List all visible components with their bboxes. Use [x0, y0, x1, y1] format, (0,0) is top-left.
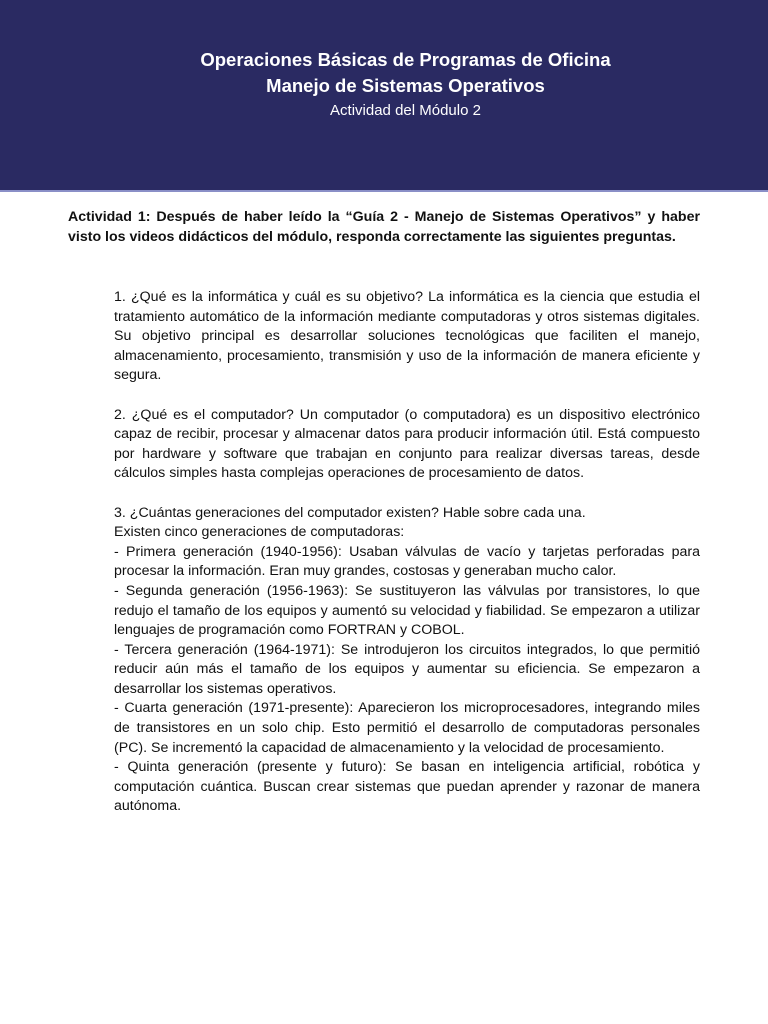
answers-section	[114, 288, 700, 817]
generation-item: - Quinta generación (presente y futuro): Se basan en inteligencia artificial, robótica y computación cuántica. Buscan crear sistemas que puedan aprender y razonar de manera autónoma.	[114, 759, 700, 815]
course-title: Operaciones Básicas de Programas de Oficina	[200, 49, 611, 70]
generation-item: - Primera generación (1940-1956): Usaban válvulas de vacío y tarjetas perforadas para procesar la información. Eran muy grandes, costosas y generaban mucho calor.	[114, 543, 700, 580]
answer-q2: 2. ¿Qué es el computador? Un computador (o computadora) es un dispositivo electrónico capaz de recibir, procesar y almacenar datos para producir información útil. Está compuesto por hardware y software que trabajan en conjunto para realizar diversas tareas, desde cálculos simples hasta complejas operaciones de procesamiento de datos.	[114, 406, 700, 482]
generation-item: - Tercera generación (1964-1971): Se introdujeron los circuitos integrados, lo que permitió reducir aún más el tamaño de los equipos y aumentar su eficiencia. Se empezaron a desarrollar los sistemas operativos.	[114, 641, 700, 697]
generation-item: - Cuarta generación (1971-presente): Aparecieron los microprocesadores, integrando miles de transistores en un solo chip. Esto permitió el desarrollo de computadoras personales (PC). Se incrementó la capacidad de almacenamiento y la velocidad de procesamiento.	[114, 700, 700, 756]
course-subtitle: Manejo de Sistemas Operativos	[266, 75, 545, 96]
question-q3: 3. ¿Cuántas generaciones del computador existen? Hable sobre cada una.	[114, 504, 586, 521]
answer-q3-intro: Existen cinco generaciones de computadoras:	[114, 524, 405, 541]
answer-q1: 1. ¿Qué es la informática y cuál es su objetivo? La informática es la ciencia que estudia el tratamiento automático de la información mediante computadoras y otros sistemas digitales. Su objetivo principal es desarrollar soluciones tecnológicas que faciliten el manejo, almacenamiento, procesamiento, transmisión y uso de la información de manera eficiente y segura.	[114, 289, 700, 384]
generation-item: - Segunda generación (1956-1963): Se sustituyeron las válvulas por transistores, lo que redujo el tamaño de los equipos y aumentó su velocidad y fiabilidad. Se empezaron a utilizar lenguajes de programación como FORTRAN y COBOL.	[114, 582, 700, 639]
paragraph-gap	[114, 484, 700, 504]
activity-label: Actividad del Módulo 2	[330, 102, 481, 119]
paragraph-gap	[114, 386, 700, 406]
activity-instructions: Actividad 1: Después de haber leído la “Guía 2 - Manejo de Sistemas Operativos” y haber visto los videos didácticos del módulo, responda correctamente las siguientes preguntas.	[68, 209, 700, 245]
header-banner	[0, 0, 768, 192]
